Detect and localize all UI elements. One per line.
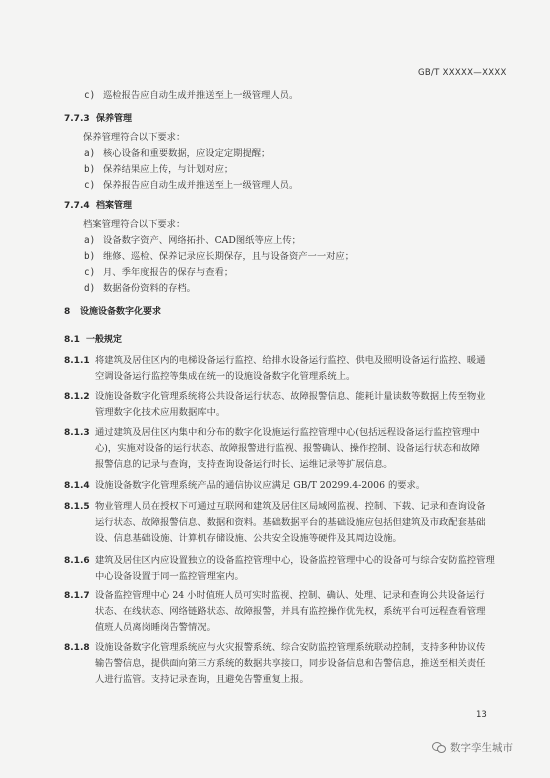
section-title: 保养管理 (96, 114, 133, 124)
watermark (432, 740, 513, 755)
watermark-text: 数字孪生城市 (450, 742, 513, 754)
list-marker: a) (84, 148, 96, 159)
list-marker: b) (84, 164, 96, 175)
clause-line: 输告警信息，提供面向第三方系统的数据共享接口，同步设备信息和告警信息，推送至相关责任 (95, 658, 486, 669)
list-marker: c) (84, 90, 96, 101)
clause-number: 8.1.7 (64, 591, 90, 601)
clause-text (95, 480, 505, 492)
clause-line: 设、信息基础设施、计算机存储设施、公共安全设施等硬件及其周边设施。 (95, 533, 402, 544)
list-item-text: 核心设备和重要数据，应设定定期提醒； (103, 148, 271, 159)
standard-code: GB/T XXXXX—XXXX (418, 68, 507, 78)
clause-text (95, 590, 505, 634)
clause-number: 8.1.2 (64, 392, 90, 402)
clause-line: 设施设备数字化管理系统将公共设备运行状态、故障报警信息、能耗计量读数等数据上传至物业 (95, 391, 486, 402)
clause-line: 设备监控管理中心 24 小时值班人员可实时监视、控制、确认、处理、记录和查询公共设备运行 (95, 590, 485, 601)
clause-line: 设施设备数字化管理系统应与火灾报警系统、综合安防监控管理系统联动控制，支持多种协议传 (95, 642, 486, 653)
clause-text (95, 391, 505, 419)
section-title: 一般规定 (86, 335, 123, 345)
section-number: 7.7.4 (64, 201, 90, 211)
clause-line: 心)，实施对设备的运行状态、故障报警进行监视、报警确认、操作控制、设备运行状态和故障 (95, 443, 480, 454)
clause-number: 8.1.8 (64, 643, 90, 653)
list-marker: b) (84, 251, 96, 262)
section-number: 7.7.3 (64, 114, 90, 124)
chapter-title: 设施设备数字化要求 (80, 307, 162, 317)
chapter-number: 8 (64, 307, 71, 317)
section-intro: 档案管理符合以下要求： (83, 219, 186, 230)
list-item-text: 设备数字资产、网络拓扑、CAD图纸等应上传； (103, 235, 301, 246)
list-marker: c) (84, 267, 96, 278)
list-item-text: 数据备份资料的存档。 (103, 283, 196, 294)
clause-text (95, 501, 505, 545)
clause-text (95, 642, 505, 686)
wechat-icon (432, 742, 446, 753)
clause-line: 通过建筑及居住区内集中和分布的数字化设施运行监控管理中心(包括远程设备运行监控管理中 (95, 427, 480, 438)
list-item-text: 月、季年度报告的保存与查看； (103, 267, 234, 278)
clause-line: 中心设备设置于同一监控管理室内。 (95, 571, 244, 582)
clause-line: 运行状态、故障报警信息、数据和资料。基础数据平台的基础设施应包括但建筑及市政配套基础 (95, 517, 486, 528)
clause-line: 物业管理人员在授权下可通过互联网和建筑及居住区局域网监视、控制、下载、记录和查询设备 (95, 501, 486, 512)
clause-number: 8.1.1 (64, 356, 90, 366)
clause-text (95, 355, 505, 383)
clause-line: 建筑及居住区内应设置独立的设备监控管理中心，设备监控管理中心的设备可与综合安防监控管理 (95, 555, 495, 566)
clause-line: 人进行监管。支持记录查询，且避免告警重复上报。 (95, 674, 309, 685)
clause-text (95, 555, 505, 583)
clause-line: 值班人员离岗睡岗告警情况。 (95, 622, 216, 633)
clause-line: 设施设备数字化管理系统产品的通信协议应满足 GB/T 20299.4-2006 的要求。 (95, 480, 426, 491)
list-marker: d) (84, 283, 96, 294)
list-item-text: 巡检报告应自动生成并推送至上一级管理人员。 (103, 90, 299, 101)
clause-number: 8.1.3 (64, 428, 90, 438)
clause-number: 8.1.4 (64, 481, 90, 491)
page-number: 13 (476, 710, 487, 720)
clause-line: 状态、在线状态、网络链路状态、故障报警，并具有监控操作优先权，系统平台可远程查看管理 (95, 606, 486, 617)
section-title: 档案管理 (96, 201, 133, 211)
clause-number: 8.1.5 (64, 502, 90, 512)
section-intro: 保养管理符合以下要求： (83, 132, 186, 143)
clause-line: 空调设备运行监控等集成在统一的设施设备数字化管理系统上。 (95, 371, 356, 382)
list-marker: c) (84, 180, 96, 191)
clause-text (95, 427, 505, 471)
clause-number: 8.1.6 (64, 556, 90, 566)
clause-line: 报警信息的记录与查询，支持查询设备运行时长、运维记录等扩展信息。 (95, 459, 393, 470)
list-item-text: 保养报告应自动生成并推送至上一级管理人员。 (103, 180, 299, 191)
list-item-text: 保养结果应上传，与计划对应； (103, 164, 234, 175)
clause-line: 将建筑及居住区内的电梯设备运行监控、给排水设备运行监控、供电及照明设备运行监控、暖通 (95, 355, 486, 366)
section-number: 8.1 (64, 335, 80, 345)
list-item-text: 维修、巡检、保养记录应长期保存，且与设备资产一一对应； (103, 251, 355, 262)
list-marker: a) (84, 235, 96, 246)
clause-line: 管理数字化技术应用数据库中。 (95, 407, 226, 418)
